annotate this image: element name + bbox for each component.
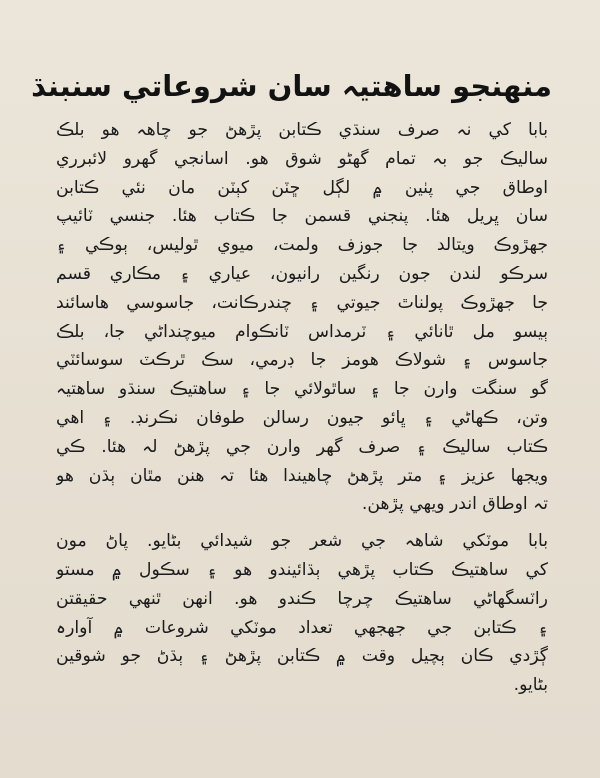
text-line: بابا کي نہ صرف سنڌي ڪتابن پڙهڻ جو چاهہ هو بلڪ (56, 120, 548, 140)
paragraph (56, 527, 548, 700)
text-line: ڪتاب ساليڪ ۽ صرف گهر وارن جي پڙهڻ لہ هئا. ڪي (56, 436, 548, 457)
text-line: اوطاق جي پٺين ۾ لڳل ڇٽن کٻٽن مان نئي ڪتابن (56, 177, 548, 198)
chapter-heading: منهنجو ساهتيہ سان شروعاتي سنبنڌ (31, 69, 552, 103)
text-line: جاسوس ۽ شولاڪ هومز جا ڊرمي، سڪ ٿرڪٽ سوسائٽي (56, 350, 548, 371)
text-line: جهڙوڪ ويتالد جا جوزف ولمت، ميوي ٿوليس، ٻوڪي ۽ (56, 235, 548, 256)
text-line: ساليڪ جو بہ تمام گهڻو شوق هو. اسانجي گهرو لائبرري (56, 148, 548, 169)
text-line: ويجها عزيز ۽ متر پڙهڻ چاهيندا هئا تہ هنن مٿان ٻڌن هو (56, 465, 548, 486)
text-line: تہ اوطاق اندر ويهي پڙهن. (361, 494, 548, 515)
text-line: جا جهڙوڪ پولناٿ جيوتي ۽ چندرڪانت، جاسوسي هاسائند (56, 292, 548, 313)
text-line: ۽ ڪتابن جي جهجهي تعداد موٽکي شروعات ۾ آوارہ (56, 617, 548, 638)
text-line: کي ساهتيڪ ڪتاب پڙهي ٻڌائيندو هو ۽ سڪول ۾ مستو (56, 559, 548, 580)
paragraph (56, 116, 548, 519)
text-line: گو سنگت وارن جا ۽ ساٿولائي جا ۽ ساهتيڪ سنڌو ساهتيہ (56, 379, 548, 400)
text-line: سرڪو لندن جون رنگين رانيون، عياري ۽ مڪاري قسم (56, 263, 548, 284)
text-line: بابا موٽکي شاهہ جي شعر جو شيدائي بڻايو. پاڻ مون (56, 531, 548, 552)
text-line: ڳڙدي ڪان ٻچيل وقت ۾ ڪتابن پڙهڻ ۽ ٻڌڻ جو شوقين (56, 646, 548, 667)
text-line: وتن، ڪهاڻي ۽ ڀائو جيون رسالن طوفان نڪرنڊ. ۽ اهي (56, 407, 548, 428)
text-line: ٻيسو مل ٿانائي ۽ ٽرمداس ٽانڪوام ميوچنداڻي جا، بلڪ (56, 321, 548, 342)
body-text (56, 116, 548, 700)
text-line: بڻايو. (513, 675, 548, 696)
text-line: راٽسگهاڻي ساهتيڪ چرچا ڪندو هو. انهن ٿنهي حقيقتن (56, 588, 548, 609)
text-line: سان ڀريل هئا. پنجني قسمن جا ڪتاب هئا. جنسي ٽائيپ (56, 206, 548, 227)
